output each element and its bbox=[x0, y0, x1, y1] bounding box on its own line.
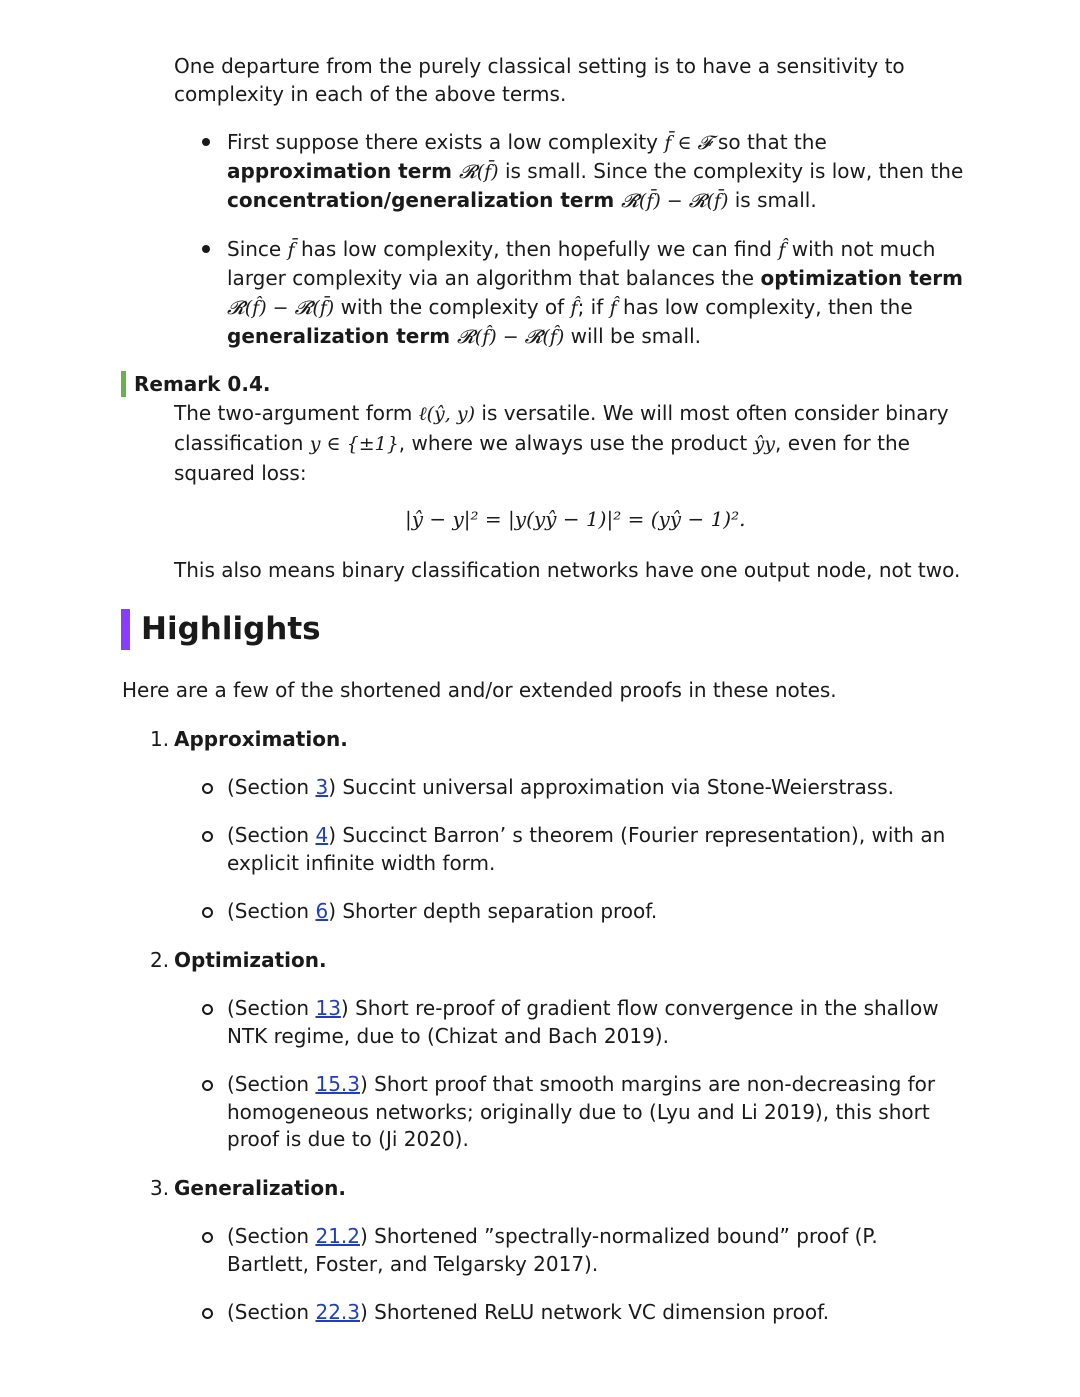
text-span: (Section bbox=[227, 1224, 316, 1248]
section-link[interactable]: 22.3 bbox=[315, 1300, 360, 1324]
bullet-dot bbox=[202, 245, 210, 253]
text-span: is small. Since the complexity is low, then the bbox=[498, 159, 964, 183]
bullet-dot bbox=[202, 138, 210, 146]
list-item bbox=[227, 1298, 829, 1326]
math-span: ℓ(ŷ, y) bbox=[418, 403, 476, 425]
circle-bullet bbox=[202, 907, 213, 918]
remark-line-4: This also means binary classification networks have one output node, not two. bbox=[174, 558, 961, 582]
bold-term: generalization term bbox=[227, 324, 458, 348]
circle-bullet bbox=[202, 831, 213, 842]
bullet-2-line-3 bbox=[227, 293, 913, 322]
circle-bullet bbox=[202, 1080, 213, 1091]
remark-equation: |ŷ − y|² = |y(yŷ − 1)|² = (yŷ − 1)². bbox=[405, 507, 746, 531]
text-span: has low complexity, then the bbox=[616, 295, 913, 319]
list-item-continuation: Bartlett, Foster, and Telgarsky 2017). bbox=[227, 1252, 599, 1276]
text-span: with not much bbox=[785, 237, 936, 261]
remark-line-2 bbox=[174, 429, 910, 458]
text-span: (Section bbox=[227, 823, 316, 847]
text-span: ; if bbox=[577, 295, 610, 319]
text-span: Since bbox=[227, 237, 288, 261]
remark-title: Remark 0.4. bbox=[134, 372, 271, 396]
list-item-continuation: explicit infinite width form. bbox=[227, 851, 496, 875]
bullet-1-line-2 bbox=[227, 157, 963, 186]
list-item bbox=[227, 1222, 878, 1250]
list-item bbox=[227, 773, 894, 801]
bold-term: optimization term bbox=[760, 266, 963, 290]
section-link[interactable]: 15.3 bbox=[315, 1072, 360, 1096]
text-span: (Section bbox=[227, 996, 316, 1020]
text-span: (Section bbox=[227, 899, 316, 923]
text-span: (Section bbox=[227, 1300, 316, 1324]
section-link[interactable]: 13 bbox=[315, 996, 341, 1020]
bold-term: concentration/generalization term bbox=[227, 188, 622, 212]
math-span: y ∈ {±1} bbox=[309, 433, 399, 455]
text-span: ) Succinct Barron’ s theorem (Fourier representation), with an bbox=[328, 823, 946, 847]
text-span: is small. bbox=[728, 188, 817, 212]
text-span: , even for the bbox=[775, 431, 910, 455]
text-span: with the complexity of bbox=[334, 295, 571, 319]
intro-line-1: One departure from the purely classical setting is to have a sensitivity to bbox=[174, 54, 905, 78]
list-number: 1. bbox=[150, 727, 170, 751]
highlights-heading: Highlights bbox=[141, 611, 321, 647]
text-span: ) Succint universal approximation via Stone-Weierstrass. bbox=[328, 775, 894, 799]
list-item bbox=[227, 994, 939, 1022]
math-span: ŷy bbox=[753, 433, 776, 455]
circle-bullet bbox=[202, 1232, 213, 1243]
bullet-2-line-1 bbox=[227, 235, 935, 264]
math-span: f̂ bbox=[778, 239, 786, 261]
math-span: f̄ bbox=[287, 239, 295, 261]
bold-term: approximation term bbox=[227, 159, 459, 183]
math-span: 𝓡̂(f̂) − 𝓡̂(f̄) bbox=[227, 297, 335, 319]
list-item bbox=[227, 897, 657, 925]
bullet-2-line-2 bbox=[227, 264, 963, 292]
text-span: is versatile. We will most often consider binary bbox=[475, 401, 949, 425]
text-span: so that the bbox=[711, 130, 827, 154]
bullet-1-line-1 bbox=[227, 128, 827, 157]
group-title-approximation: Approximation. bbox=[174, 727, 348, 751]
section-link[interactable]: 3 bbox=[315, 775, 329, 799]
bullet-2-line-4 bbox=[227, 322, 701, 351]
math-span: 𝓡(f̄) bbox=[458, 161, 499, 183]
list-item-continuation: proof is due to (Ji 2020). bbox=[227, 1127, 469, 1151]
text-span: ) Short proof that smooth margins are non-decreasing for bbox=[360, 1072, 936, 1096]
math-span: f̂ bbox=[570, 297, 578, 319]
group-title-generalization: Generalization. bbox=[174, 1176, 346, 1200]
list-item-continuation: homogeneous networks; originally due to (Lyu and Li 2019), this short bbox=[227, 1100, 930, 1124]
text-span: ) Short re-proof of gradient flow convergence in the shallow bbox=[340, 996, 939, 1020]
circle-bullet bbox=[202, 1308, 213, 1319]
math-span: f̄ ∈ 𝓕 bbox=[664, 132, 712, 154]
text-span: First suppose there exists a low complexity bbox=[227, 130, 665, 154]
text-span: larger complexity via an algorithm that balances the bbox=[227, 266, 761, 290]
list-item bbox=[227, 1070, 935, 1098]
math-span: f̂ bbox=[609, 297, 617, 319]
intro-line-2: complexity in each of the above terms. bbox=[174, 82, 567, 106]
math-span: 𝓡̂(f̄) − 𝓡(f̄) bbox=[621, 190, 729, 212]
text-span: ) Shorter depth separation proof. bbox=[328, 899, 658, 923]
math-span: 𝓡(f̂) − 𝓡̂(f̂) bbox=[457, 326, 565, 348]
text-span: will be small. bbox=[564, 324, 701, 348]
list-number: 3. bbox=[150, 1176, 170, 1200]
text-span: The two-argument form bbox=[174, 401, 419, 425]
circle-bullet bbox=[202, 1004, 213, 1015]
bullet-1-line-3 bbox=[227, 186, 817, 215]
text-span: ) Shortened ”spectrally-normalized bound” proof (P. bbox=[360, 1224, 878, 1248]
text-span: , where we always use the product bbox=[398, 431, 754, 455]
highlights-intro: Here are a few of the shortened and/or extended proofs in these notes. bbox=[122, 678, 837, 702]
section-link[interactable]: 4 bbox=[315, 823, 329, 847]
circle-bullet bbox=[202, 783, 213, 794]
list-item bbox=[227, 821, 945, 849]
text-span: (Section bbox=[227, 775, 316, 799]
list-item-continuation: NTK regime, due to (Chizat and Bach 2019). bbox=[227, 1024, 669, 1048]
remark-line-3: squared loss: bbox=[174, 461, 307, 485]
remark-line-1 bbox=[174, 399, 949, 428]
section-link[interactable]: 6 bbox=[315, 899, 329, 923]
text-span: classification bbox=[174, 431, 310, 455]
text-span: has low complexity, then hopefully we can find bbox=[294, 237, 779, 261]
text-span: (Section bbox=[227, 1072, 316, 1096]
remark-accent-bar bbox=[121, 371, 126, 397]
text-span: ) Shortened ReLU network VC dimension proof. bbox=[360, 1300, 830, 1324]
section-link[interactable]: 21.2 bbox=[315, 1224, 360, 1248]
list-number: 2. bbox=[150, 948, 170, 972]
group-title-optimization: Optimization. bbox=[174, 948, 327, 972]
heading-accent-bar bbox=[121, 609, 130, 650]
